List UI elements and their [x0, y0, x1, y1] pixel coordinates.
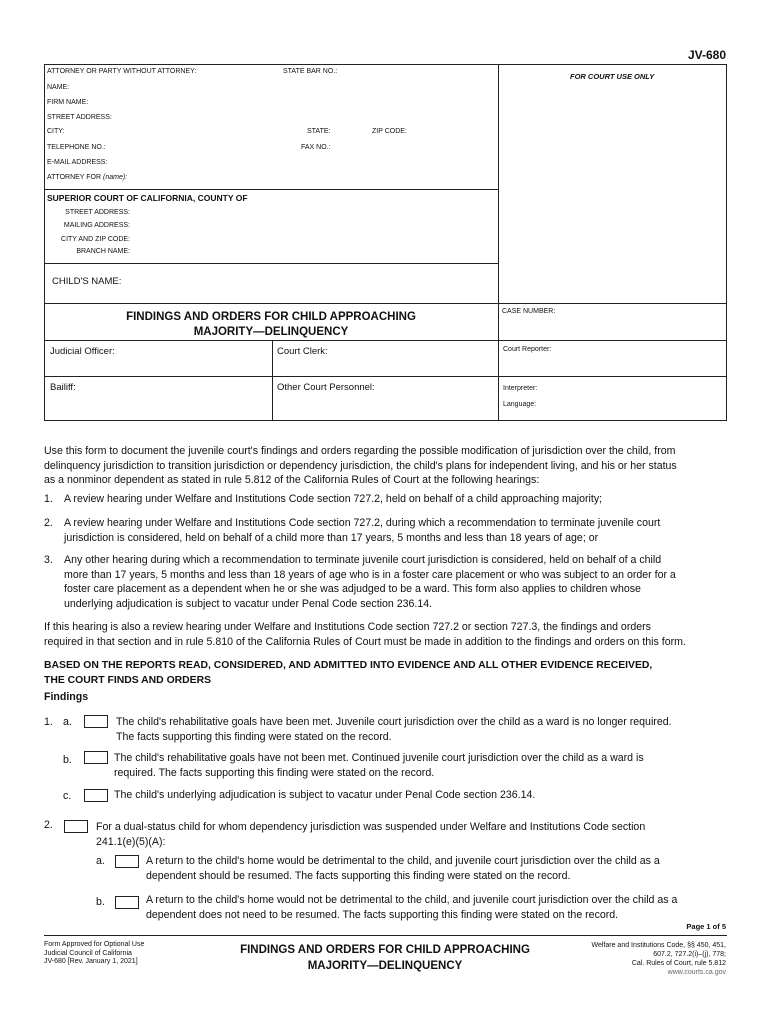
footer-left: Form Approved for Optional Use Judicial Council of California JV-680 [Rev. January 1, 2021]: [44, 941, 145, 965]
court-reporter-field[interactable]: Court Reporter:: [503, 346, 552, 353]
finding-1c-letter: c.: [63, 790, 72, 802]
intro-paragraph: Use this form to document the juvenile court's findings and orders regarding the possible modification of jurisdiction over the child, from delinquency jurisdiction to transition jurisdiction or dependency jurisdiction, the child's plans for independent living, and his or her status as a nonminor dependent as stated in rule 5.812 of the California Rules of Court at the following hearings:: [44, 445, 677, 487]
finding-2-number: 2.: [44, 819, 53, 831]
finding-2-checkbox[interactable]: [64, 820, 88, 833]
hearing-3-number: 3.: [44, 554, 53, 566]
finding-1c-text: The child's underlying adjudication is subject to vacatur under Penal Code section 236.14.: [114, 789, 536, 801]
state-bar-label: STATE BAR NO.:: [283, 68, 338, 75]
finding-2-text: For a dual-status child for whom dependency jurisdiction was suspended under Welfare and Institutions Code section 241.1(e)(5)(A):: [96, 821, 646, 848]
fax-field[interactable]: FAX NO.:: [301, 144, 331, 151]
additional-paragraph: If this hearing is also a review hearing under Welfare and Institutions Code section 727.2 or section 727.3, the findings and orders required in that section and in rule 5.810 of the California Rules of Court must be made in addition to the findings and orders on this form.: [44, 621, 686, 648]
finding-1a-checkbox[interactable]: [84, 715, 108, 728]
footer-title: FINDINGS AND ORDERS FOR CHILD APPROACHING MAJORITY—DELINQUENCY: [240, 944, 530, 972]
interpreter-field[interactable]: Interpreter:: [503, 385, 538, 392]
hearing-2-text: A review hearing under Welfare and Institutions Code section 727.2, during which a recommendation to terminate juvenile court jurisdiction is considered, held on behalf of a child more than 17 years, 5 months and less than 18 years of age; or: [64, 517, 661, 544]
attorney-for-field[interactable]: [47, 174, 127, 181]
zip-field[interactable]: ZIP CODE:: [372, 128, 407, 135]
hearing-2-number: 2.: [44, 517, 53, 529]
hearing-1-text: A review hearing under Welfare and Institutions Code section 727.2, held on behalf of a child approaching majority;: [64, 493, 603, 505]
state-field[interactable]: STATE:: [307, 128, 331, 135]
court-street: STREET ADDRESS:: [65, 209, 130, 216]
finding-2a-text: A return to the child's home would be detrimental to the child, and juvenile court jurisdiction over the child as a dependent should be resumed. The facts supporting this finding were stated on the record.: [146, 855, 660, 882]
attorney-for-label: ATTORNEY FOR: [47, 174, 102, 181]
child-name-field[interactable]: CHILD'S NAME:: [52, 276, 122, 287]
findings-heading: Findings: [44, 691, 89, 703]
court-clerk-field[interactable]: Court Clerk:: [277, 346, 328, 357]
finding-2b-text: A return to the child's home would not be detrimental to the child, and juvenile court jurisdiction over the child as a dependent does not need to be resumed. The facts supporting this finding were stated on the record.: [146, 894, 678, 921]
judicial-officer-field[interactable]: Judicial Officer:: [50, 346, 115, 357]
finding-1b-letter: b.: [63, 754, 72, 766]
street-address-field[interactable]: STREET ADDRESS:: [47, 114, 112, 121]
language-field[interactable]: Language:: [503, 401, 537, 408]
hearing-1-number: 1.: [44, 493, 53, 505]
finding-2b-letter: b.: [96, 896, 105, 908]
form-title-line1: FINDINGS AND ORDERS FOR CHILD APPROACHING: [126, 311, 416, 323]
other-personnel-field[interactable]: Other Court Personnel:: [277, 382, 375, 393]
telephone-field[interactable]: TELEPHONE NO.:: [47, 144, 106, 151]
case-number-field[interactable]: CASE NUMBER:: [502, 308, 556, 315]
email-field[interactable]: E-MAIL ADDRESS:: [47, 159, 108, 166]
form-title-line2: MAJORITY—DELINQUENCY: [193, 326, 349, 338]
name-field[interactable]: NAME:: [47, 84, 70, 91]
court-mailing: MAILING ADDRESS:: [63, 222, 130, 229]
finding-2a-letter: a.: [96, 855, 105, 867]
footer-right: Welfare and Institutions Code, §§ 450, 451, 607.2, 727.2(i)–(j), 778; Cal. Rules of Court, rule 5.812 www.courts.ca.gov: [591, 942, 726, 976]
based-on-heading: BASED ON THE REPORTS READ, CONSIDERED, AND ADMITTED INTO EVIDENCE AND ALL OTHER EVIDENCE RECEIVED, THE COURT FINDS AND ORDERS: [44, 660, 653, 686]
hearing-3-text: Any other hearing during which a recommendation to terminate juvenile court jurisdiction is considered, held on behalf of a child more than 17 years, 5 months and less than 18 years of age who is in a foster care placement or who was subject to an order for a foster care placement as a dependent when he or she was adjudged to be a ward. This form also applies to children whose underlying adjudication is subject to vacatur under Penal Code section 236.14.: [64, 554, 676, 610]
finding-1-number: 1.: [44, 716, 53, 728]
finding-2a-checkbox[interactable]: [115, 855, 139, 868]
finding-1c-checkbox[interactable]: [84, 789, 108, 802]
court-title: SUPERIOR COURT OF CALIFORNIA, COUNTY OF: [47, 193, 248, 203]
firm-name-field[interactable]: FIRM NAME:: [47, 99, 89, 106]
form-code: JV-680: [687, 48, 726, 62]
court-city-zip: CITY AND ZIP CODE:: [61, 236, 130, 243]
finding-2b-checkbox[interactable]: [115, 896, 139, 909]
attorney-header: ATTORNEY OR PARTY WITHOUT ATTORNEY:: [47, 68, 197, 75]
court-use-label: FOR COURT USE ONLY: [570, 72, 655, 81]
attorney-for-name-label: (name):: [103, 174, 128, 181]
courts-website-link[interactable]: www.courts.ca.gov: [667, 969, 726, 976]
finding-1a-text: The child's rehabilitative goals have been met. Juvenile court jurisdiction over the child as a ward is no longer required. The facts supporting this finding were stated on the record.: [116, 716, 672, 743]
finding-1a-letter: a.: [63, 716, 72, 728]
finding-1b-text: The child's rehabilitative goals have not been met. Continued juvenile court jurisdiction over the child as a ward is required. The facts supporting this finding were stated on the record.: [114, 752, 644, 779]
bailiff-field[interactable]: Bailiff:: [50, 382, 76, 393]
finding-1b-checkbox[interactable]: [84, 751, 108, 764]
city-field[interactable]: CITY:: [47, 128, 65, 135]
caption-frame: [44, 64, 727, 421]
court-branch: BRANCH NAME:: [76, 248, 130, 255]
form-title: [44, 310, 498, 340]
page-number: Page 1 of 5: [686, 922, 726, 931]
